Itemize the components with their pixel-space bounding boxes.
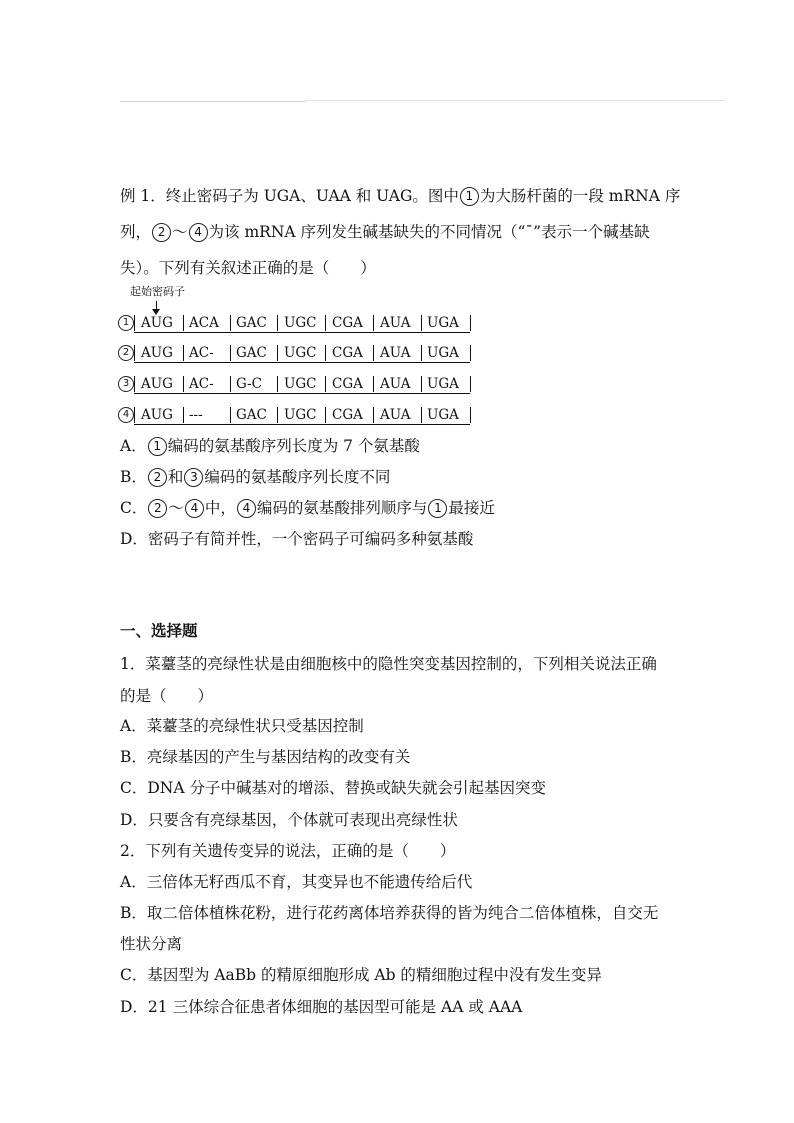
- q2-stem: 2．下列有关遗传变异的说法，正确的是（ ）: [120, 842, 456, 860]
- circled-number: 3: [184, 468, 203, 487]
- circled-number: 4: [185, 499, 204, 518]
- sequence-number: 1: [118, 315, 134, 331]
- codon: CGA: [332, 315, 363, 331]
- codon-separator: [421, 376, 422, 392]
- codon-separator: [277, 315, 278, 331]
- sequence-row: [118, 313, 478, 333]
- codon: UGA: [427, 345, 459, 361]
- codon-separator: [421, 407, 422, 423]
- codon-separator: [134, 345, 135, 361]
- sequence-underline: [134, 332, 470, 333]
- example-option-c: C． 2 ～ 4 中， 4 编码的氨基酸排列顺序与 1 最接近: [120, 499, 495, 517]
- example-stem-line-1: 例 1．终止密码子为 UGA、UAA 和 UAG。图中 1 为大肠杆菌的一段 mRNA 序: [120, 187, 681, 205]
- circled-number: 1: [148, 437, 167, 456]
- codon: AUA: [380, 315, 411, 331]
- codon: ACA: [189, 315, 219, 331]
- codon-separator: [277, 407, 278, 423]
- q1-option-d: D．只要含有亮绿基因，个体就可表现出亮绿性状: [120, 811, 458, 829]
- codon-separator: [134, 407, 135, 423]
- circled-number: 1: [460, 187, 479, 206]
- codon-separator: [470, 345, 471, 361]
- codon-separator: [373, 407, 374, 423]
- codon-separator: [277, 376, 278, 392]
- codon: UGC: [284, 345, 317, 361]
- codon: UGC: [284, 376, 317, 392]
- codon-separator: [373, 376, 374, 392]
- sequence-number: 3: [118, 376, 134, 392]
- q1-stem-line-1: 1．菜薹茎的亮绿性状是由细胞核中的隐性突变基因控制的，下列相关说法正确: [120, 655, 657, 673]
- codon: CGA: [332, 407, 363, 423]
- codon: AUG: [141, 345, 173, 361]
- circled-number: 4: [189, 223, 208, 242]
- codon: AUG: [141, 407, 173, 423]
- example-stem-line-2: 列， 2 ～ 4 为该 mRNA 序列发生碱基缺失的不同情况（“ˉ”表示一个碱基缺: [120, 223, 650, 241]
- circled-number: 2: [148, 499, 167, 518]
- codon-separator: [183, 376, 184, 392]
- codon-separator: [277, 345, 278, 361]
- codon-separator: [183, 407, 184, 423]
- codon: UGA: [427, 315, 459, 331]
- q2-option-d: D．21 三体综合征患者体细胞的基因型可能是 AA 或 AAA: [120, 998, 523, 1016]
- codon-separator: [470, 407, 471, 423]
- codon-separator: [470, 376, 471, 392]
- codon: G-C: [236, 376, 262, 392]
- codon-separator: [134, 315, 135, 331]
- codon: AUG: [141, 376, 173, 392]
- example-option-a: A． 1 编码的氨基酸序列长度为 7 个氨基酸: [120, 437, 420, 455]
- codon-separator: [325, 407, 326, 423]
- q2-option-b-line-1: B．取二倍体植株花粉，进行花药离体培养获得的皆为纯合二倍体植株，自交无: [120, 904, 659, 922]
- codon: UGA: [427, 376, 459, 392]
- q2-option-c: C．基因型为 AaBb 的精原细胞形成 Ab 的精细胞过程中没有发生变异: [120, 966, 602, 984]
- start-codon-label: 起始密码子: [130, 285, 185, 298]
- codon-separator: [325, 315, 326, 331]
- sequence-row: [118, 343, 478, 363]
- sequence-row: [118, 405, 478, 425]
- codon-separator: [325, 345, 326, 361]
- codon: AC-: [189, 376, 214, 392]
- header-rule: [120, 101, 305, 102]
- example-option-b: B． 2 和 3 编码的氨基酸序列长度不同: [120, 468, 391, 486]
- q1-option-c: C．DNA 分子中碱基对的增添、替换或缺失就会引起基因突变: [120, 779, 546, 797]
- codon: CGA: [332, 345, 363, 361]
- sequence-row: [118, 374, 478, 394]
- q2-option-a: A．三倍体无籽西瓜不育，其变异也不能遗传给后代: [120, 873, 473, 891]
- codon: ---: [189, 407, 203, 423]
- codon: GAC: [236, 315, 267, 331]
- codon-separator: [373, 315, 374, 331]
- codon-separator: [230, 407, 231, 423]
- codon: UGA: [427, 407, 459, 423]
- codon-separator: [470, 315, 471, 331]
- codon-separator: [421, 345, 422, 361]
- codon: UGC: [284, 407, 317, 423]
- codon-separator: [421, 315, 422, 331]
- codon: GAC: [236, 407, 267, 423]
- codon-separator: [183, 315, 184, 331]
- codon-separator: [183, 345, 184, 361]
- q1-option-a: A．菜薹茎的亮绿性状只受基因控制: [120, 717, 364, 735]
- codon: AUG: [141, 315, 173, 331]
- codon: AC-: [189, 345, 214, 361]
- codon-separator: [325, 376, 326, 392]
- codon: GAC: [236, 345, 267, 361]
- section-title: 一、选择题: [120, 622, 198, 640]
- codon: AUA: [380, 407, 411, 423]
- codon-separator: [230, 315, 231, 331]
- circled-number: 4: [237, 499, 256, 518]
- circled-number: 1: [428, 499, 447, 518]
- q1-stem-line-2: 的是（ ）: [120, 687, 214, 705]
- codon-separator: [373, 345, 374, 361]
- example-stem-line-3: 失）。下列有关叙述正确的是（ ）: [120, 259, 376, 277]
- sequence-number: 2: [118, 345, 134, 361]
- circled-number: 2: [152, 223, 171, 242]
- sequence-number: 4: [118, 407, 134, 423]
- codon: AUA: [380, 345, 411, 361]
- codon: UGC: [284, 315, 317, 331]
- example-option-d: D．密码子有简并性，一个密码子可编码多种氨基酸: [120, 530, 474, 548]
- header-rule-extension: [305, 100, 725, 101]
- codon: CGA: [332, 376, 363, 392]
- sequence-underline: [134, 393, 470, 394]
- sequence-underline: [134, 424, 470, 425]
- circled-number: 2: [148, 468, 167, 487]
- sequence-underline: [134, 362, 470, 363]
- q1-option-b: B．亮绿基因的产生与基因结构的改变有关: [120, 748, 411, 766]
- q2-option-b-line-2: 性状分离: [120, 935, 183, 953]
- codon-separator: [230, 345, 231, 361]
- codon-separator: [134, 376, 135, 392]
- codon-separator: [230, 376, 231, 392]
- codon: AUA: [380, 376, 411, 392]
